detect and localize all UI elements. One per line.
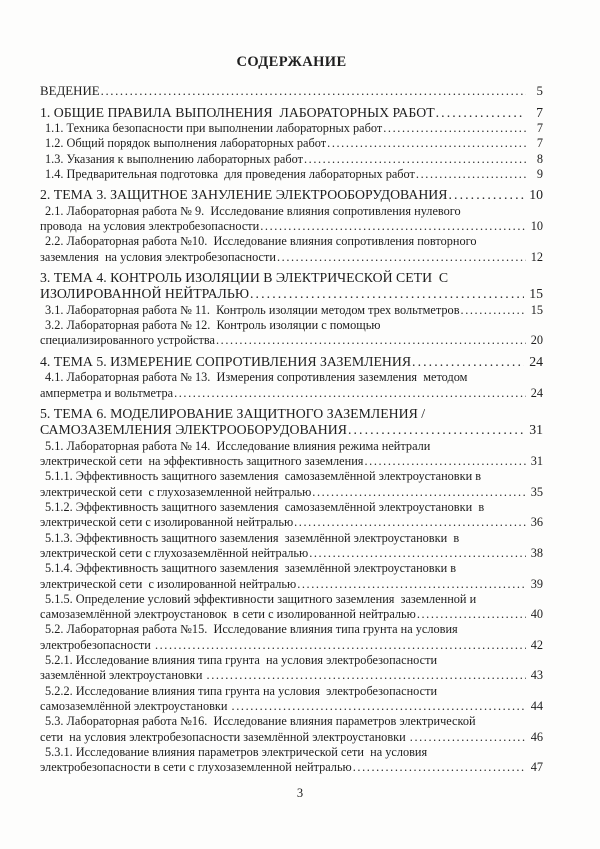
entry-page-number: 5 xyxy=(536,84,543,98)
toc-line xyxy=(40,500,543,515)
toc-entry xyxy=(40,684,543,715)
toc-line xyxy=(40,386,543,401)
toc-entry xyxy=(40,714,543,745)
entry-page-number: 10 xyxy=(529,187,543,203)
toc-entry xyxy=(40,234,543,265)
dot-leader xyxy=(309,546,526,561)
entry-page-number: 20 xyxy=(530,333,543,348)
entry-page-number: 9 xyxy=(536,166,543,181)
table-of-contents xyxy=(40,84,543,775)
entry-text: 3.2. Лабораторная работа № 12. Контроль изоляции с помощью xyxy=(45,318,381,333)
toc-entry xyxy=(40,592,543,623)
toc-line xyxy=(40,286,543,303)
entry-page-number: 39 xyxy=(530,576,543,591)
entry-page-number: 12 xyxy=(530,249,543,264)
entry-text: 5.2.2. Исследование влияния типа грунта на условия электробезопасности xyxy=(45,683,438,698)
entry-text: 1. ОБЩИЕ ПРАВИЛА ВЫПОЛНЕНИЯ ЛАБОРАТОРНЫХ РАБОТ xyxy=(40,104,435,120)
dot-leader xyxy=(410,730,526,745)
page-number: 3 xyxy=(296,786,304,800)
dot-leader xyxy=(304,152,526,167)
toc-entry xyxy=(40,406,543,439)
dot-leader xyxy=(250,286,524,303)
toc-line xyxy=(40,219,543,234)
toc-entry xyxy=(40,622,543,653)
entry-page-number: 46 xyxy=(530,729,543,744)
toc-line xyxy=(40,167,543,182)
entry-text: 5.1.5. Определение условий эффективности защитного заземления заземленной и xyxy=(45,591,477,606)
entry-text: 3.1. Лабораторная работа № 11. Контроль изоляции методом трех вольтметров xyxy=(45,302,460,317)
page-title: СОДЕРЖАНИЕ xyxy=(236,54,347,70)
toc-entry xyxy=(40,745,543,776)
toc-line xyxy=(40,760,543,775)
entry-text: электробезопасности в сети с глухозаземленной нейтралью xyxy=(40,760,352,775)
entry-page-number: 42 xyxy=(530,637,543,652)
entry-text: 5.3.1. Исследование влияния параметров электрической сети на условия xyxy=(45,744,428,759)
entry-page-number: 8 xyxy=(536,151,543,166)
entry-text: электрической сети на эффективность защитного заземления xyxy=(40,454,364,469)
entry-text: 2.1. Лабораторная работа № 9. Исследование влияния сопротивления нулевого xyxy=(45,203,461,218)
toc-entry xyxy=(40,303,543,318)
toc-line xyxy=(40,561,543,576)
toc-line xyxy=(40,699,543,714)
dot-leader xyxy=(353,760,526,775)
dot-leader xyxy=(383,121,526,136)
toc-line xyxy=(40,187,543,204)
dot-leader xyxy=(461,303,526,318)
dot-leader xyxy=(312,485,526,500)
dot-leader xyxy=(207,668,526,683)
entry-text: 5.1.4. Эффективность защитного заземления заземлённой электроустановки в xyxy=(45,561,457,576)
entry-text: электрической сети с изолированной нейтралью xyxy=(40,576,297,591)
entry-text: 5. ТЕМА 6. МОДЕЛИРОВАНИЕ ЗАЩИТНОГО ЗАЗЕМЛЕНИЯ / xyxy=(40,405,426,421)
entry-text: амперметра и вольтметра xyxy=(40,385,174,400)
toc-line xyxy=(40,653,543,668)
entry-text: электрической сети с изолированной нейтралью xyxy=(40,515,294,530)
entry-page-number: 35 xyxy=(530,484,543,499)
entry-page-number: 7 xyxy=(536,121,543,135)
toc-entry xyxy=(40,531,543,562)
toc-line xyxy=(40,370,543,385)
toc-entry xyxy=(40,653,543,684)
dot-leader xyxy=(260,219,526,234)
entry-text: ВЕДЕНИЕ xyxy=(40,84,100,98)
dot-leader xyxy=(294,515,526,530)
toc-entry xyxy=(40,136,543,151)
toc-entry xyxy=(40,270,543,303)
toc-line xyxy=(40,152,543,167)
entry-page-number: 15 xyxy=(529,286,543,302)
entry-text: заземления на условия электробезопасности xyxy=(40,249,276,264)
toc-entry xyxy=(40,354,543,371)
toc-line xyxy=(40,121,543,136)
toc-entry xyxy=(40,318,543,349)
dot-leader xyxy=(101,84,526,100)
entry-text: 4. ТЕМА 5. ИЗМЕРЕНИЕ СОПРОТИВЛЕНИЯ ЗАЗЕМЛЕНИЯ xyxy=(40,353,412,369)
toc-entry xyxy=(40,204,543,235)
entry-page-number: 31 xyxy=(529,422,543,438)
toc-line xyxy=(40,607,543,622)
toc-entry xyxy=(40,152,543,167)
dot-leader xyxy=(436,105,525,122)
entry-text: провода на условия электробезопасности xyxy=(40,218,260,233)
toc-line xyxy=(40,303,543,318)
toc-line xyxy=(40,515,543,530)
toc-line xyxy=(40,469,543,484)
toc-line xyxy=(40,234,543,249)
entry-page-number: 47 xyxy=(530,760,543,775)
dot-leader xyxy=(216,333,526,348)
entry-text: заземлённой электроустановки xyxy=(40,668,206,683)
dot-leader xyxy=(232,699,526,714)
toc-line xyxy=(40,745,543,760)
toc-entry xyxy=(40,105,543,122)
toc-line xyxy=(40,546,543,561)
entry-text: самозаземлённой электроустановки xyxy=(40,698,231,713)
entry-text: 1.2. Общий порядок выполнения лабораторных работ xyxy=(45,136,327,151)
entry-page-number: 10 xyxy=(530,218,543,233)
entry-text: 3. ТЕМА 4. КОНТРОЛЬ ИЗОЛЯЦИИ В ЭЛЕКТРИЧЕСКОЙ СЕТИ С xyxy=(40,269,449,285)
entry-page-number: 24 xyxy=(530,385,543,400)
toc-entry xyxy=(40,84,543,100)
entry-text: электробезопасности xyxy=(40,637,154,652)
entry-text: 5.1.2. Эффективность защитного заземления самозаземлённой электроустановки в xyxy=(45,500,485,515)
toc-line xyxy=(40,454,543,469)
toc-line xyxy=(40,105,543,122)
toc-line xyxy=(40,250,543,265)
toc-line xyxy=(40,531,543,546)
entry-text: 5.1.1. Эффективность защитного заземления самозаземлённой электроустановки в xyxy=(45,469,482,484)
dot-leader xyxy=(327,136,526,151)
toc-entry xyxy=(40,469,543,500)
toc-line xyxy=(40,684,543,699)
entry-page-number: 36 xyxy=(530,515,543,530)
entry-text: 1.1. Техника безопасности при выполнении лабораторных работ xyxy=(45,121,383,135)
entry-text: САМОЗАЗЕМЛЕНИЯ ЭЛЕКТРООБОРУДОВАНИЯ xyxy=(40,422,347,438)
dot-leader xyxy=(416,167,526,182)
toc-line xyxy=(40,714,543,729)
dot-leader xyxy=(364,454,526,469)
toc-line xyxy=(40,318,543,333)
dot-leader xyxy=(348,422,524,439)
toc-line xyxy=(40,485,543,500)
entry-page-number: 40 xyxy=(530,607,543,622)
toc-line xyxy=(40,136,543,151)
dot-leader xyxy=(417,607,526,622)
dot-leader xyxy=(174,386,526,401)
entry-page-number: 31 xyxy=(530,454,543,469)
entry-text: электрической сети с глухозаземлённой нейтралью xyxy=(40,545,309,560)
toc-line xyxy=(40,204,543,219)
dot-leader xyxy=(448,187,524,204)
toc-entry xyxy=(40,500,543,531)
entry-text: ИЗОЛИРОВАННОЙ НЕЙТРАЛЬЮ xyxy=(40,286,249,302)
toc-entry xyxy=(40,121,543,136)
entry-page-number: 7 xyxy=(536,104,543,120)
entry-page-number: 43 xyxy=(530,668,543,683)
toc-line xyxy=(40,270,543,287)
toc-entry xyxy=(40,167,543,182)
dot-leader xyxy=(277,250,526,265)
toc-line xyxy=(40,406,543,423)
entry-text: электрической сети с глухозаземленной нейтралью xyxy=(40,484,312,499)
entry-text: 5.2.1. Исследование влияния типа грунта на условия электробезопасности xyxy=(45,653,438,668)
toc-entry xyxy=(40,439,543,470)
entry-text: 2. ТЕМА 3. ЗАЩИТНОЕ ЗАНУЛЕНИЕ ЭЛЕКТРООБОРУДОВАНИЯ xyxy=(40,187,448,203)
dot-leader xyxy=(155,638,526,653)
toc-line xyxy=(40,422,543,439)
entry-page-number: 15 xyxy=(530,302,543,317)
entry-text: специализированного устройства xyxy=(40,333,215,348)
toc-line xyxy=(40,354,543,371)
entry-text: 5.1. Лабораторная работа № 14. Исследование влияния режима нейтрали xyxy=(45,438,431,453)
entry-text: 5.2. Лабораторная работа №15. Исследование влияния типа грунта на условия xyxy=(45,622,458,637)
entry-page-number: 24 xyxy=(529,353,543,369)
entry-page-number: 44 xyxy=(530,698,543,713)
entry-page-number: 38 xyxy=(530,545,543,560)
entry-text: 1.3. Указания к выполнению лабораторных работ xyxy=(45,151,303,166)
toc-line xyxy=(40,668,543,683)
toc-line xyxy=(40,730,543,745)
entry-text: 1.4. Предварительная подготовка для проведения лабораторных работ xyxy=(45,166,415,181)
toc-line xyxy=(40,84,543,100)
entry-text: 5.1.3. Эффективность защитного заземления заземлённой электроустановки в xyxy=(45,530,460,545)
entry-page-number: 7 xyxy=(536,136,543,151)
toc-entry xyxy=(40,370,543,401)
entry-text: самозаземлённой электроустановок в сети с изолированной нейтралью xyxy=(40,607,416,622)
toc-entry xyxy=(40,561,543,592)
toc-line xyxy=(40,577,543,592)
entry-text: 4.1. Лабораторная работа № 13. Измерения сопротивления заземления методом xyxy=(45,370,468,385)
entry-text: 5.3. Лабораторная работа №16. Исследование влияния параметров электрической xyxy=(45,714,476,729)
entry-text: сети на условия электробезопасности заземлённой электроустановки xyxy=(40,729,409,744)
dot-leader xyxy=(412,354,524,371)
dot-leader xyxy=(297,577,526,592)
toc-line xyxy=(40,333,543,348)
toc-line xyxy=(40,638,543,653)
toc-line xyxy=(40,439,543,454)
toc-line xyxy=(40,592,543,607)
toc-entry xyxy=(40,187,543,204)
entry-text: 2.2. Лабораторная работа №10. Исследование влияния сопротивления повторного xyxy=(45,234,477,249)
toc-line xyxy=(40,622,543,637)
